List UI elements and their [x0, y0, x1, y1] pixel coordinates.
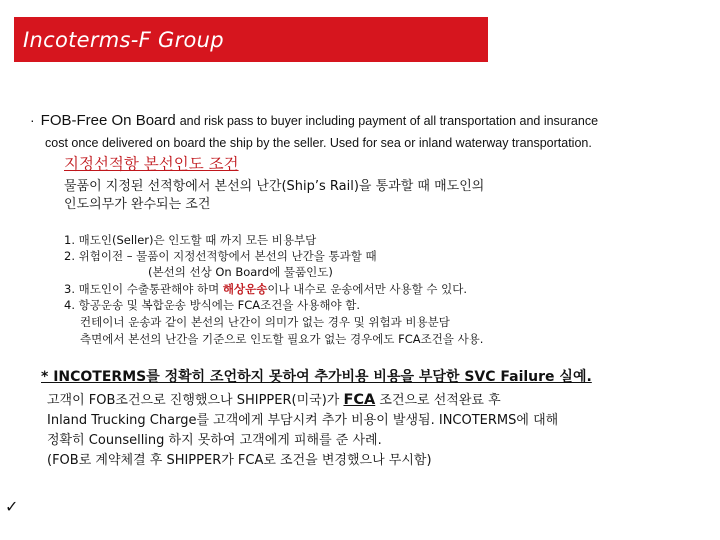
bullet-dot: · [30, 112, 35, 128]
title-banner [14, 17, 488, 62]
fob-definition-line [30, 112, 598, 129]
case-line-1-post: 조건으로 선적완료 후 [375, 393, 501, 408]
list-item-4-sub-1: 컨테이너 운송과 같이 본선의 난간이 의미가 없는 경우 및 위험과 비용분담 [80, 315, 450, 329]
checkmark-icon: ✓ [5, 499, 19, 516]
list-item-3 [64, 281, 467, 297]
slide-title: Incoterms-F Group [23, 28, 224, 52]
list-item-3-highlight: 해상운송 [222, 282, 268, 296]
case-line-4: (FOB로 계약체결 후 SHIPPER가 FCA로 조건을 변경했으나 무시함) [47, 453, 432, 468]
list-item-2: 2. 위험이전 – 물품이 지정선적항에서 본선의 난간을 통과할 때 [64, 249, 377, 263]
description-line-2: 인도의무가 완수되는 조건 [64, 197, 211, 212]
list-item-3-post: 이나 내수로 운송에서만 사용할 수 있다. [267, 282, 468, 296]
case-line-2: Inland Trucking Charge를 고객에게 부담시켜 추가 비용이 발생됨. INCOTERMS에 대해 [47, 413, 559, 428]
case-fca-term: FCA [343, 392, 376, 408]
list-item-4: 4. 항공운송 및 복합운송 방식에는 FCA조건을 사용해야 함. [64, 298, 361, 312]
fob-definition-line2: cost once delivered on board the ship by the seller. Used for sea or inland waterway transportation. [45, 136, 592, 150]
list-item-3-pre: 3. 매도인이 수출통관해야 하며 [64, 282, 223, 296]
case-line-1 [47, 389, 501, 408]
case-line-3: 정확히 Counselling 하지 못하여 고객에게 피해를 준 사례. [47, 433, 382, 448]
section-heading: 지정선적항 본선인도 조건 [64, 155, 239, 173]
fob-definition-rest: and risk pass to buyer including payment of all transportation and insurance [179, 114, 599, 128]
list-item-1: 1. 매도인(Seller)은 인도할 때 까지 모든 비용부담 [64, 233, 317, 247]
case-heading: * INCOTERMS를 정확히 조언하지 못하여 추가비용 비용을 부담한 SVC Failure 실예. [41, 369, 592, 385]
list-item-2-sub: (본선의 선상 On Board에 물품인도) [148, 265, 333, 279]
description-line-1: 물품이 지정된 선적항에서 본선의 난간(Ship’s Rail)을 통과할 때 매도인의 [64, 179, 485, 194]
fob-term: FOB-Free On Board [40, 112, 176, 129]
case-line-1-pre: 고객이 FOB조건으로 진행했으나 SHIPPER(미국)가 [47, 393, 344, 408]
list-item-4-sub-2: 측면에서 본선의 난간을 기준으로 인도할 필요가 없는 경우에도 FCA조건을 사용. [80, 332, 484, 346]
